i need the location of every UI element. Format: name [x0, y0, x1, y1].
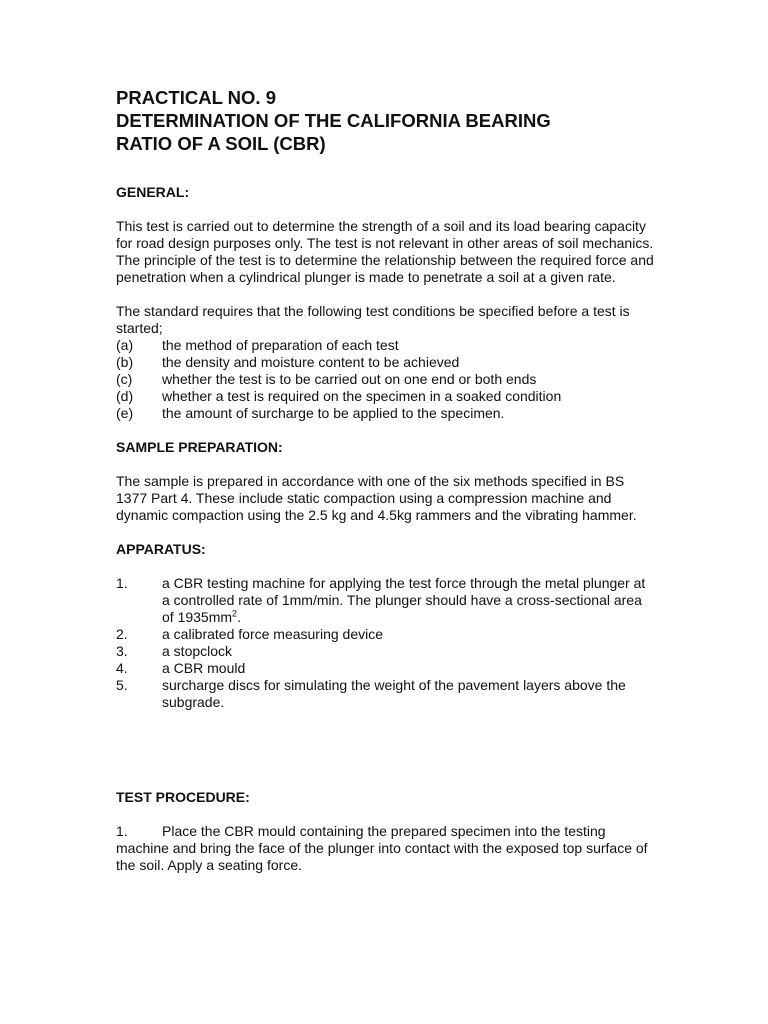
list-marker: (b): [116, 354, 134, 370]
list-marker: 5.: [116, 677, 128, 693]
title-line-3: RATIO OF A SOIL (CBR): [116, 133, 326, 154]
list-item: [116, 405, 656, 422]
list-marker: 4.: [116, 660, 128, 676]
procedure-step-1: [116, 823, 656, 874]
apparatus-item-1-text: a CBR testing machine for applying the test force through the metal plunger at a controlled rate of 1mm/min. The plunger should have a cross-sectional area of 1935mm: [162, 575, 646, 625]
list-text: a CBR mould: [162, 660, 246, 676]
list-item: [116, 371, 656, 388]
sentence-end: .: [237, 609, 241, 625]
test-procedure-heading: TEST PROCEDURE:: [116, 789, 250, 805]
list-marker: (d): [116, 388, 134, 404]
conditions-list: [116, 337, 656, 422]
superscript: 2: [232, 608, 238, 619]
list-marker: (a): [116, 337, 134, 353]
sample-preparation-heading: SAMPLE PREPARATION:: [116, 439, 283, 455]
list-item: [116, 626, 656, 643]
list-text: a stopclock: [162, 643, 233, 659]
list-item: [116, 575, 656, 626]
apparatus-heading: APPARATUS:: [116, 541, 206, 557]
list-marker: 3.: [116, 643, 128, 659]
list-marker: (c): [116, 371, 133, 387]
list-item: [116, 337, 656, 354]
title-line-1: PRACTICAL NO. 9: [116, 87, 277, 108]
list-text: surcharge discs for simulating the weight of the pavement layers above the subgrade.: [162, 677, 626, 710]
list-text: whether the test is to be carried out on one end or both ends: [162, 371, 537, 387]
general-heading: GENERAL:: [116, 184, 190, 200]
list-item: [116, 660, 656, 677]
list-item: [116, 677, 656, 711]
title-line-2: DETERMINATION OF THE CALIFORNIA BEARING: [116, 110, 551, 131]
list-marker: (e): [116, 405, 134, 421]
sample-preparation-paragraph: The sample is prepared in accordance with one of the six methods specified in BS 1377 Part 4. These include static compaction using a compression machine and dynamic compaction using the 2.5 kg and 4.5kg rammers and the vibrating hammer.: [116, 473, 637, 523]
list-text: whether a test is required on the specimen in a soaked condition: [162, 388, 562, 404]
step-marker: 1.: [116, 823, 128, 839]
apparatus-list: [116, 575, 656, 711]
list-text: the density and moisture content to be achieved: [162, 354, 460, 370]
list-text: the amount of surcharge to be applied to the specimen.: [162, 405, 505, 421]
list-item: [116, 643, 656, 660]
list-marker: 2.: [116, 626, 128, 642]
list-text: a calibrated force measuring device: [162, 626, 384, 642]
list-text: the method of preparation of each test: [162, 337, 399, 353]
list-marker: 1.: [116, 575, 128, 591]
document-title: [116, 86, 656, 155]
general-paragraph: This test is carried out to determine the strength of a soil and its load bearing capacity for road design purposes only. The test is not relevant in other areas of soil mechanics. The principle of the test is to determine the relationship between the required force and penetration when a cylindrical plunger is made to penetrate a soil at a given rate.: [116, 218, 654, 285]
list-item: [116, 354, 656, 371]
step-text: Place the CBR mould containing the prepared specimen into the testing machine and bring the face of the plunger into contact with the exposed top surface of the soil. Apply a seating force.: [116, 823, 648, 873]
document-page: [116, 86, 656, 874]
list-text: [162, 575, 656, 626]
list-item: [116, 388, 656, 405]
conditions-intro: The standard requires that the following test conditions be specified before a test is started;: [116, 303, 630, 336]
